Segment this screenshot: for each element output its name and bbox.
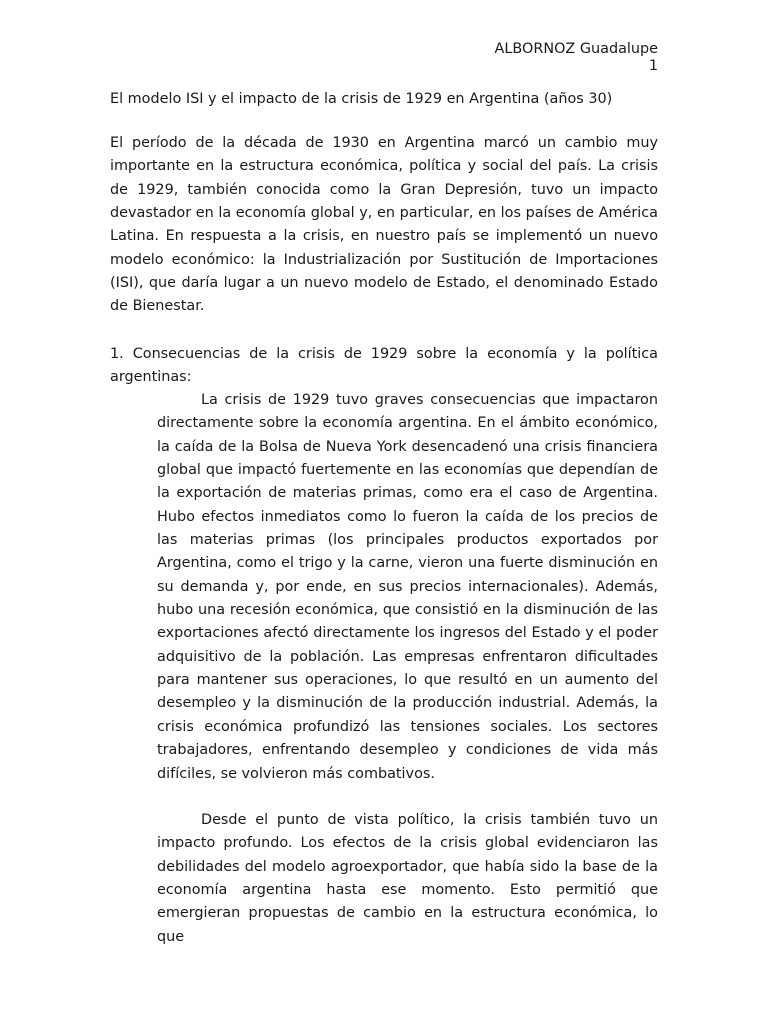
page-header [495,41,658,75]
body-paragraph-economic: La crisis de 1929 tuvo graves consecuencias que impactaron directamente sobre la economía argentina. En el ámbito económico, la caída de la Bolsa de Nueva York desencadenó una crisis financiera global que impactó fuertemente en las economías que dependían de la exportación de materias primas, como era el caso de Argentina. Hubo efectos inmediatos como lo fueron la caída de los precios de las materias primas (los principales productos exportados por Argentina, como el trigo y la carne, vieron una fuerte disminución en su demanda y, por ende, en sus precios internacionales). Además, hubo una recesión económica, que consistió en la disminución de las exportaciones afectó directamente los ingresos del Estado y el poder adquisitivo de la población. Las empresas enfrentaron dificultades para mantener sus operaciones, lo que resultó en un aumento del desempleo y la disminución de la producción industrial. Además, la crisis económica profundizó las tensiones sociales. Los sectores trabajadores, enfrentando desempleo y condiciones de vida más difíciles, se volvieron más combativos. [157,392,658,782]
author-name: ALBORNOZ Guadalupe [494,41,658,57]
intro-paragraph: El período de la década de 1930 en Argentina marcó un cambio muy importante en la estructura económica, política y social del país. La crisis de 1929, también conocida como la Gran Depresión, tuvo un impacto devastador en la economía global y, en particular, en los países de América Latina. En respuesta a la crisis, en nuestro país se implementó un nuevo modelo económico: la Industrialización por Sustitución de Importaciones (ISI), que daría lugar a un nuevo modelo de Estado, el denominado Estado de Bienestar. [110,135,658,315]
page-number: 1 [648,58,658,74]
document-title: El modelo ISI y el impacto de la crisis de 1929 en Argentina (años 30) [110,91,613,107]
section-heading: 1. Consecuencias de la crisis de 1929 sobre la economía y la política argentinas: [110,346,658,386]
body-paragraph-political: Desde el punto de vista político, la crisis también tuvo un impacto profundo. Los efectos de la crisis global evidenciaron las debilidades del modelo agroexportador, que había sido la base de la economía argentina hasta ese momento. Esto permitió que emergieran propuestas de cambio en la estructura económica, lo que [157,812,658,945]
